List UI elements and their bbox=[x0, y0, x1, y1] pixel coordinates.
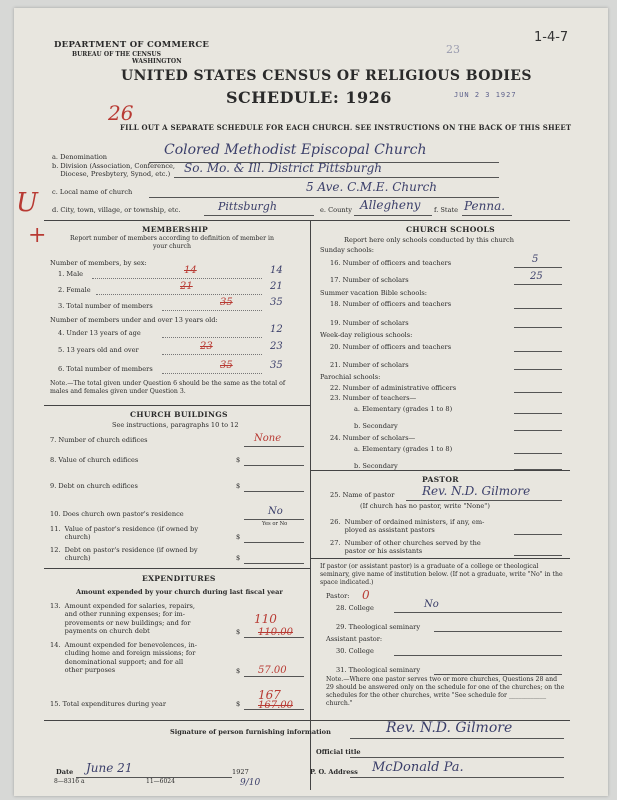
q12-label: 12. Debt on pastor's residence (if owned by church) bbox=[50, 546, 198, 563]
sunday-heading: Sunday schools: bbox=[320, 246, 374, 254]
q6-label: 6. Total number of members bbox=[58, 365, 153, 373]
q18-label: 18. Number of officers and teachers bbox=[330, 300, 452, 308]
division-value: So. Mo. & Ill. District Pittsburgh bbox=[184, 161, 382, 175]
graduate-note: If pastor (or assistant pastor) is a graduate of a college or theological seminary, give name of institution below. (If not a graduate, write "No" in the space indicated.) bbox=[320, 563, 563, 586]
q6-struck: 35 bbox=[220, 360, 233, 371]
buildings-sub: See instructions, paragraphs 10 to 12 bbox=[112, 421, 239, 429]
file-number: 1-4-7 bbox=[534, 30, 569, 45]
q25-label: 25. Name of pastor bbox=[330, 491, 395, 499]
q28-value: No bbox=[424, 599, 439, 610]
q10-value: No bbox=[268, 506, 283, 517]
date-value: June 21 bbox=[86, 761, 133, 775]
print-code-1: 8—8316 a bbox=[54, 778, 85, 785]
pastor-note: Note.—Where one pastor serves two or more churches, Questions 28 and 29 should be answered only on the schedule for one of the churches; on the schedules for the other churches, write "See schedule for ____________ church." bbox=[326, 676, 565, 707]
members-by-sex-heading: Number of members, by sex: bbox=[50, 259, 147, 267]
q13-label: 13. Amount expended for salaries, repairs, and other running expenses; for im- provements or new buildings; and for payments on church debt bbox=[50, 602, 196, 636]
q16-label: 16. Number of officers and teachers bbox=[330, 259, 452, 267]
assistant-pastor-label: Assistant pastor: bbox=[326, 635, 383, 643]
pastor-mark: 0 bbox=[362, 588, 370, 602]
q27-label: 27. Number of other churches served by the pastor or his assistants bbox=[330, 539, 481, 556]
q14-label: 14. Amount expended for benevolences, in- cluding home and foreign missions; for denominational support; and for all other purposes bbox=[50, 641, 197, 675]
q15-struck: 167.00 bbox=[258, 700, 293, 711]
address-label: P. O. Address bbox=[310, 768, 358, 776]
weekday-heading: Week-day religious schools: bbox=[320, 331, 413, 339]
q4-label: 4. Under 13 years of age bbox=[58, 329, 141, 337]
local-name-value: 5 Ave. C.M.E. Church bbox=[306, 180, 438, 194]
denomination-label: a. Denomination bbox=[52, 153, 108, 161]
q23a-label: a. Elementary (grades 1 to 8) bbox=[354, 405, 453, 413]
schools-intro: Report here only schools conducted by this church bbox=[344, 236, 514, 244]
q23b-label: b. Secondary bbox=[354, 422, 398, 430]
q1-value: 14 bbox=[270, 265, 283, 276]
q20-label: 20. Number of officers and teachers bbox=[330, 343, 452, 351]
membership-intro: Report number of members according to definition of member in your church bbox=[70, 235, 274, 250]
q14-value: 57.00 bbox=[258, 665, 287, 676]
q5-label: 5. 13 years old and over bbox=[58, 346, 139, 354]
margin-mark-plus: + bbox=[28, 223, 47, 248]
q24-label: 24. Number of scholars— bbox=[330, 434, 416, 442]
city-value: Pittsburgh bbox=[218, 200, 277, 213]
census-form bbox=[14, 8, 608, 796]
q8-label: 8. Value of church edifices bbox=[50, 456, 139, 464]
q17-value: 25 bbox=[530, 271, 543, 282]
q8-dollar: $ bbox=[236, 456, 241, 464]
q3-value: 35 bbox=[270, 297, 283, 308]
city-label: d. City, town, village, or township, etc. bbox=[52, 206, 181, 214]
yes-no-hint: Yes or No bbox=[262, 521, 288, 527]
q31-label: 31. Theological seminary bbox=[336, 666, 421, 674]
bureau-name: BUREAU OF THE CENSUS bbox=[72, 51, 161, 58]
membership-note: Note.—The total given under Question 6 should be the same as the total of males and females given under Question 3. bbox=[50, 380, 286, 395]
faint-number: 23 bbox=[446, 43, 460, 56]
state-label: f. State bbox=[434, 206, 459, 214]
q2-label: 2. Female bbox=[58, 286, 91, 294]
q11-label: 11. Value of pastor's residence (if owned by church) bbox=[50, 525, 199, 542]
parochial-heading: Parochial schools: bbox=[320, 373, 381, 381]
state-value: Penna. bbox=[464, 199, 506, 213]
q9-dollar: $ bbox=[236, 482, 241, 490]
signature-label: Signature of person furnishing information bbox=[170, 728, 331, 736]
q1-label: 1. Male bbox=[58, 270, 84, 278]
schedule-title: SCHEDULE: 1926 bbox=[226, 88, 392, 107]
q1-struck: 14 bbox=[184, 265, 197, 276]
form-title: UNITED STATES CENSUS OF RELIGIOUS BODIES bbox=[121, 68, 532, 84]
q17-label: 17. Number of scholars bbox=[330, 276, 409, 284]
q26-label: 26. Number of ordained ministers, if any, em- ployed as assistant pastors bbox=[330, 518, 485, 535]
q15-dollar: $ bbox=[236, 700, 241, 708]
q6-value: 35 bbox=[270, 360, 283, 371]
q28-label: 28. College bbox=[336, 604, 374, 612]
department-name: DEPARTMENT OF COMMERCE bbox=[54, 40, 210, 50]
q13-struck: 110.00 bbox=[258, 627, 293, 638]
division-label: b. Division (Association, Conference, Diocese, Presbytery, Synod, etc.) bbox=[52, 162, 176, 179]
expenditures-sub: Amount expended by your church during last fiscal year bbox=[76, 588, 283, 596]
q9-label: 9. Debt on church edifices bbox=[50, 482, 138, 490]
q13-dollar: $ bbox=[236, 628, 241, 636]
local-name-label: c. Local name of church bbox=[52, 188, 133, 196]
q3-label: 3. Total number of members bbox=[58, 302, 153, 310]
q30-label: 30. College bbox=[336, 647, 374, 655]
q4-value: 12 bbox=[270, 324, 283, 335]
pastor-sub-label: Pastor: bbox=[326, 592, 350, 600]
signature-value: Rev. N.D. Gilmore bbox=[386, 720, 513, 736]
county-value: Allegheny bbox=[360, 198, 421, 212]
expenditures-heading: EXPENDITURES bbox=[142, 574, 216, 583]
margin-mark-u: U bbox=[16, 188, 38, 218]
hand-mark: 9/10 bbox=[240, 778, 261, 788]
membership-heading: MEMBERSHIP bbox=[142, 225, 209, 234]
q11-dollar: $ bbox=[236, 533, 241, 541]
q2-struck: 21 bbox=[180, 281, 193, 292]
q2-value: 21 bbox=[270, 281, 283, 292]
q13-value: 110 bbox=[254, 612, 277, 626]
buildings-heading: CHURCH BUILDINGS bbox=[130, 410, 228, 419]
q16-value: 5 bbox=[532, 254, 539, 265]
form-instruction: FILL OUT A SEPARATE SCHEDULE FOR EACH CHURCH. SEE INSTRUCTIONS ON THE BACK OF THIS SHEET bbox=[120, 123, 572, 132]
date-stamp: JUN 2 3 1927 bbox=[454, 91, 517, 99]
hand-number: 26 bbox=[108, 101, 134, 125]
official-title-label: Official title bbox=[316, 748, 361, 756]
print-code-2: 11—6024 bbox=[146, 778, 175, 785]
q3-struck: 35 bbox=[220, 297, 233, 308]
q12-dollar: $ bbox=[236, 554, 241, 562]
q21-label: 21. Number of scholars bbox=[330, 361, 409, 369]
q7-value: None bbox=[254, 433, 282, 444]
q24a-label: a. Elementary (grades 1 to 8) bbox=[354, 445, 453, 453]
schools-heading: CHURCH SCHOOLS bbox=[406, 225, 495, 234]
q15-value: 167 bbox=[258, 688, 281, 702]
address-value: McDonald Pa. bbox=[372, 760, 464, 775]
summer-heading: Summer vacation Bible schools: bbox=[320, 289, 428, 297]
denomination-value: Colored Methodist Episcopal Church bbox=[164, 142, 427, 158]
q24b-label: b. Secondary bbox=[354, 462, 398, 470]
q5-value: 23 bbox=[270, 341, 283, 352]
county-label: e. County bbox=[320, 206, 352, 214]
date-label: Date bbox=[56, 768, 74, 776]
year-value: 1927 bbox=[232, 768, 249, 776]
q22-label: 22. Number of administrative officers bbox=[330, 384, 457, 392]
q29-label: 29. Theological seminary bbox=[336, 623, 421, 631]
pastor-heading: PASTOR bbox=[422, 475, 459, 484]
q25-note: (If church has no pastor, write "None") bbox=[360, 502, 490, 510]
members-by-age-heading: Number of members under and over 13 years old: bbox=[50, 316, 218, 324]
q14-dollar: $ bbox=[236, 667, 241, 675]
q25-value: Rev. N.D. Gilmore bbox=[422, 484, 531, 498]
city-name: WASHINGTON bbox=[132, 58, 182, 65]
q19-label: 19. Number of scholars bbox=[330, 319, 409, 327]
q5-struck: 23 bbox=[200, 341, 213, 352]
q7-label: 7. Number of church edifices bbox=[50, 436, 148, 444]
q10-label: 10. Does church own pastor's residence bbox=[50, 510, 184, 518]
q23-label: 23. Number of teachers— bbox=[330, 394, 417, 402]
q15-label: 15. Total expenditures during year bbox=[50, 700, 166, 708]
